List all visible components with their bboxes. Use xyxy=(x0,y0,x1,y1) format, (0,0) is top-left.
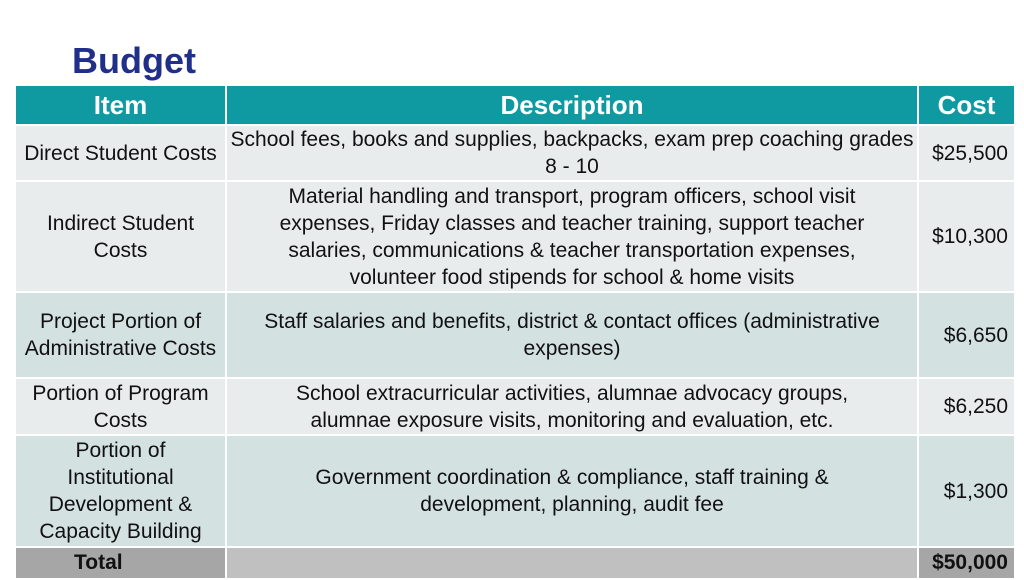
total-cost: $50,000 xyxy=(918,547,1015,579)
header-description: Description xyxy=(226,85,918,125)
item-cell: Indirect Student Costs xyxy=(15,181,226,292)
total-blank xyxy=(226,547,918,579)
item-cell: Portion of Institutional Development & Capacity Building xyxy=(15,435,226,547)
table-row xyxy=(15,292,1015,378)
description-cell: School extracurricular activities, alumnae advocacy groups, alumnae exposure visits, monitoring and evaluation, etc. xyxy=(226,378,918,435)
description-cell: Staff salaries and benefits, district & contact offices (administrative expenses) xyxy=(226,292,918,378)
budget-table xyxy=(14,84,1016,580)
page-title: Budget xyxy=(72,40,196,81)
description-cell: Material handling and transport, program officers, school visit expenses, Friday classes and teacher training, support teacher salaries, communications & teacher transportation expenses, volunteer food stipends for school & home visits xyxy=(226,181,918,292)
item-cell: Project Portion of Administrative Costs xyxy=(15,292,226,378)
item-cell: Direct Student Costs xyxy=(15,125,226,181)
total-row xyxy=(15,547,1015,579)
cost-cell: $10,300 xyxy=(918,181,1015,292)
cost-cell: $6,650 xyxy=(918,292,1015,378)
table-row xyxy=(15,181,1015,292)
table-row xyxy=(15,435,1015,547)
cost-cell: $6,250 xyxy=(918,378,1015,435)
header-item: Item xyxy=(15,85,226,125)
table-row xyxy=(15,378,1015,435)
item-cell: Portion of Program Costs xyxy=(15,378,226,435)
table-row xyxy=(15,125,1015,181)
header-cost: Cost xyxy=(918,85,1015,125)
header-row xyxy=(15,85,1015,125)
cost-cell: $25,500 xyxy=(918,125,1015,181)
description-cell: School fees, books and supplies, backpacks, exam prep coaching grades 8 - 10 xyxy=(226,125,918,181)
description-cell: Government coordination & compliance, staff training & development, planning, audit fee xyxy=(226,435,918,547)
total-label: Total xyxy=(15,547,226,579)
cost-cell: $1,300 xyxy=(918,435,1015,547)
